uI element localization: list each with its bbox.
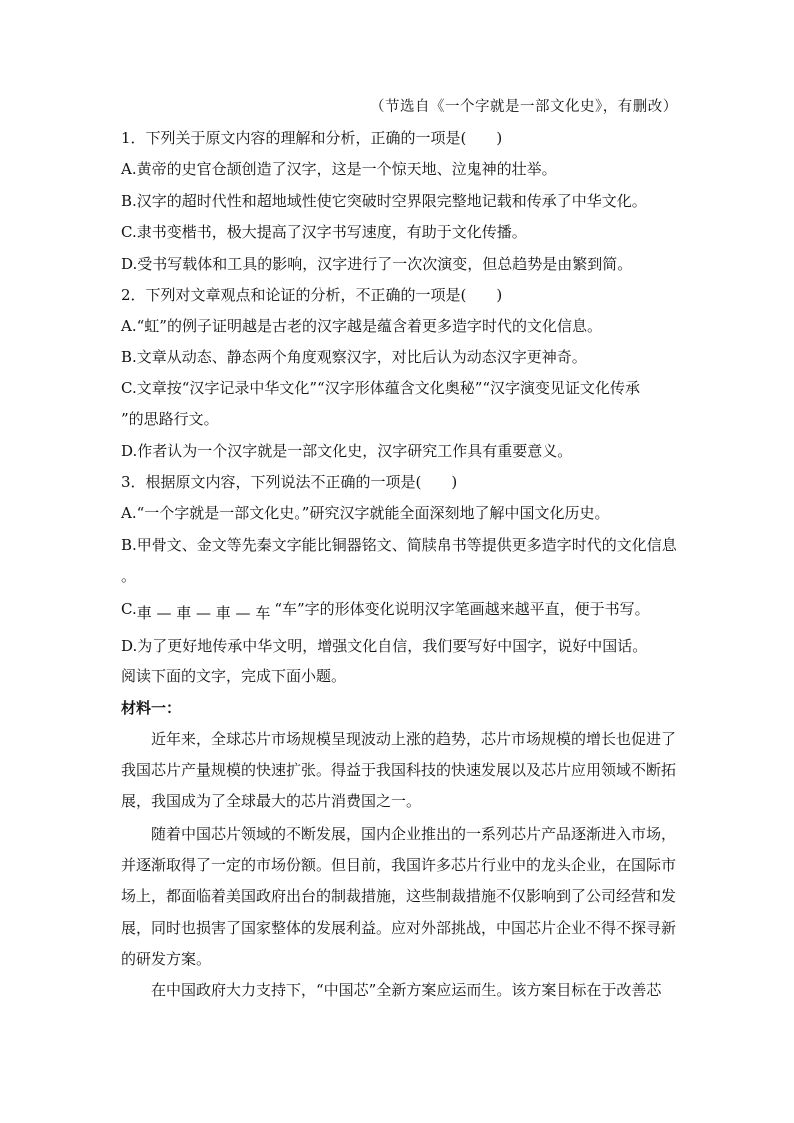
paragraph-2-line-2: 并逐渐取得了一定的市场份额。但目前，我国许多芯片行业中的龙头企业，在国际市 bbox=[121, 856, 677, 874]
question-1-option-c: C.隶书变楷书，极大提高了汉字书写速度，有助于文化传播。 bbox=[121, 223, 527, 241]
paragraph-2-line-1: 随着中国芯片领域的不断发展，国内企业推出的一系列芯片产品逐渐进入市场， bbox=[151, 825, 677, 843]
paragraph-2-line-5: 的研发方案。 bbox=[121, 950, 212, 968]
question-1-option-d: D.受书写载体和工具的影响，汉字进行了一次次演变，但总趋势是由繁到简。 bbox=[121, 255, 633, 273]
question-2-option-a: A.“虹”的例子证明越是古老的汉字越是蕴含着更多造字时代的文化信息。 bbox=[121, 317, 602, 335]
paragraph-1-line-2: 我国芯片产量规模的快速扩张。得益于我国科技的快速发展以及芯片应用领域不断拓 bbox=[121, 761, 677, 779]
question-2-option-d: D.作者认为一个汉字就是一部文化史，汉字研究工作具有重要意义。 bbox=[121, 442, 573, 460]
question-2-option-c-line2: ”的思路行文。 bbox=[121, 410, 219, 428]
reading-instruction: 阅读下面的文字，完成下面小题。 bbox=[121, 667, 347, 685]
option-c-text: “车”字的形体变化说明汉字笔画越来越平直，便于书写。 bbox=[274, 600, 650, 618]
character-evolution-figure: 車 — 車 — 車 — 车 bbox=[136, 604, 271, 622]
question-3-option-b-line1: B.甲骨文、金文等先秦文字能比铜器铭文、简牍帛书等提供更多造字时代的文化信息 bbox=[121, 536, 677, 554]
paragraph-3-line-1: 在中国政府大力支持下，“中国芯”全新方案应运而生。该方案目标在于改善芯 bbox=[151, 981, 662, 999]
paragraph-1-line-1: 近年来，全球芯片市场规模呈现波动上涨的趋势，芯片市场规模的增长也促进了 bbox=[151, 730, 677, 748]
question-1-option-a: A.黄帝的史官仓颉创造了汉字，这是一个惊天地、泣鬼神的壮举。 bbox=[121, 160, 557, 178]
question-3-option-a: A.“一个字就是一部文化史。”研究汉字就能全面深刻地了解中国文化历史。 bbox=[121, 504, 610, 522]
question-2-stem: 2．下列对文章观点和论证的分析，不正确的一项是( ) bbox=[121, 286, 503, 304]
question-3-option-b-line2: 。 bbox=[121, 567, 137, 585]
question-3-stem: 3．根据原文内容，下列说法不正确的一项是( ) bbox=[121, 473, 458, 491]
option-label: C. bbox=[121, 600, 137, 618]
question-1-option-b: B.汉字的超时代性和超地域性使它突破时空界限完整地记载和传承了中华文化。 bbox=[121, 192, 647, 210]
material-heading: 材料一： bbox=[121, 699, 182, 717]
paragraph-2-line-3: 场上，都面临着美国政府出台的制裁措施，这些制裁措施不仅影响到了公司经营和发 bbox=[121, 887, 677, 905]
question-2-option-c-line1: C.文章按“汉字记录中华文化”“汉字形体蕴含文化奥秘”“汉字演变见证文化传承 bbox=[121, 379, 641, 397]
question-3-option-d: D.为了更好地传承中华文明，增强文化自信，我们要写好中国字，说好中国话。 bbox=[121, 637, 648, 655]
question-1-stem: 1．下列关于原文内容的理解和分析，正确的一项是( ) bbox=[121, 129, 503, 147]
source-citation: （节选自《一个字就是一部文化史》，有删改） bbox=[370, 99, 678, 115]
paragraph-2-line-4: 展，同时也损害了国家整体的发展利益。应对外部挑战，中国芯片企业不得不探寻新 bbox=[121, 919, 677, 937]
question-3-option-c bbox=[121, 599, 650, 623]
paragraph-1-line-3: 展，我国成为了全球最大的芯片消费国之一。 bbox=[121, 792, 422, 810]
question-2-option-b: B.文章从动态、静态两个角度观察汉字，对比后认为动态汉字更神奇。 bbox=[121, 348, 587, 366]
